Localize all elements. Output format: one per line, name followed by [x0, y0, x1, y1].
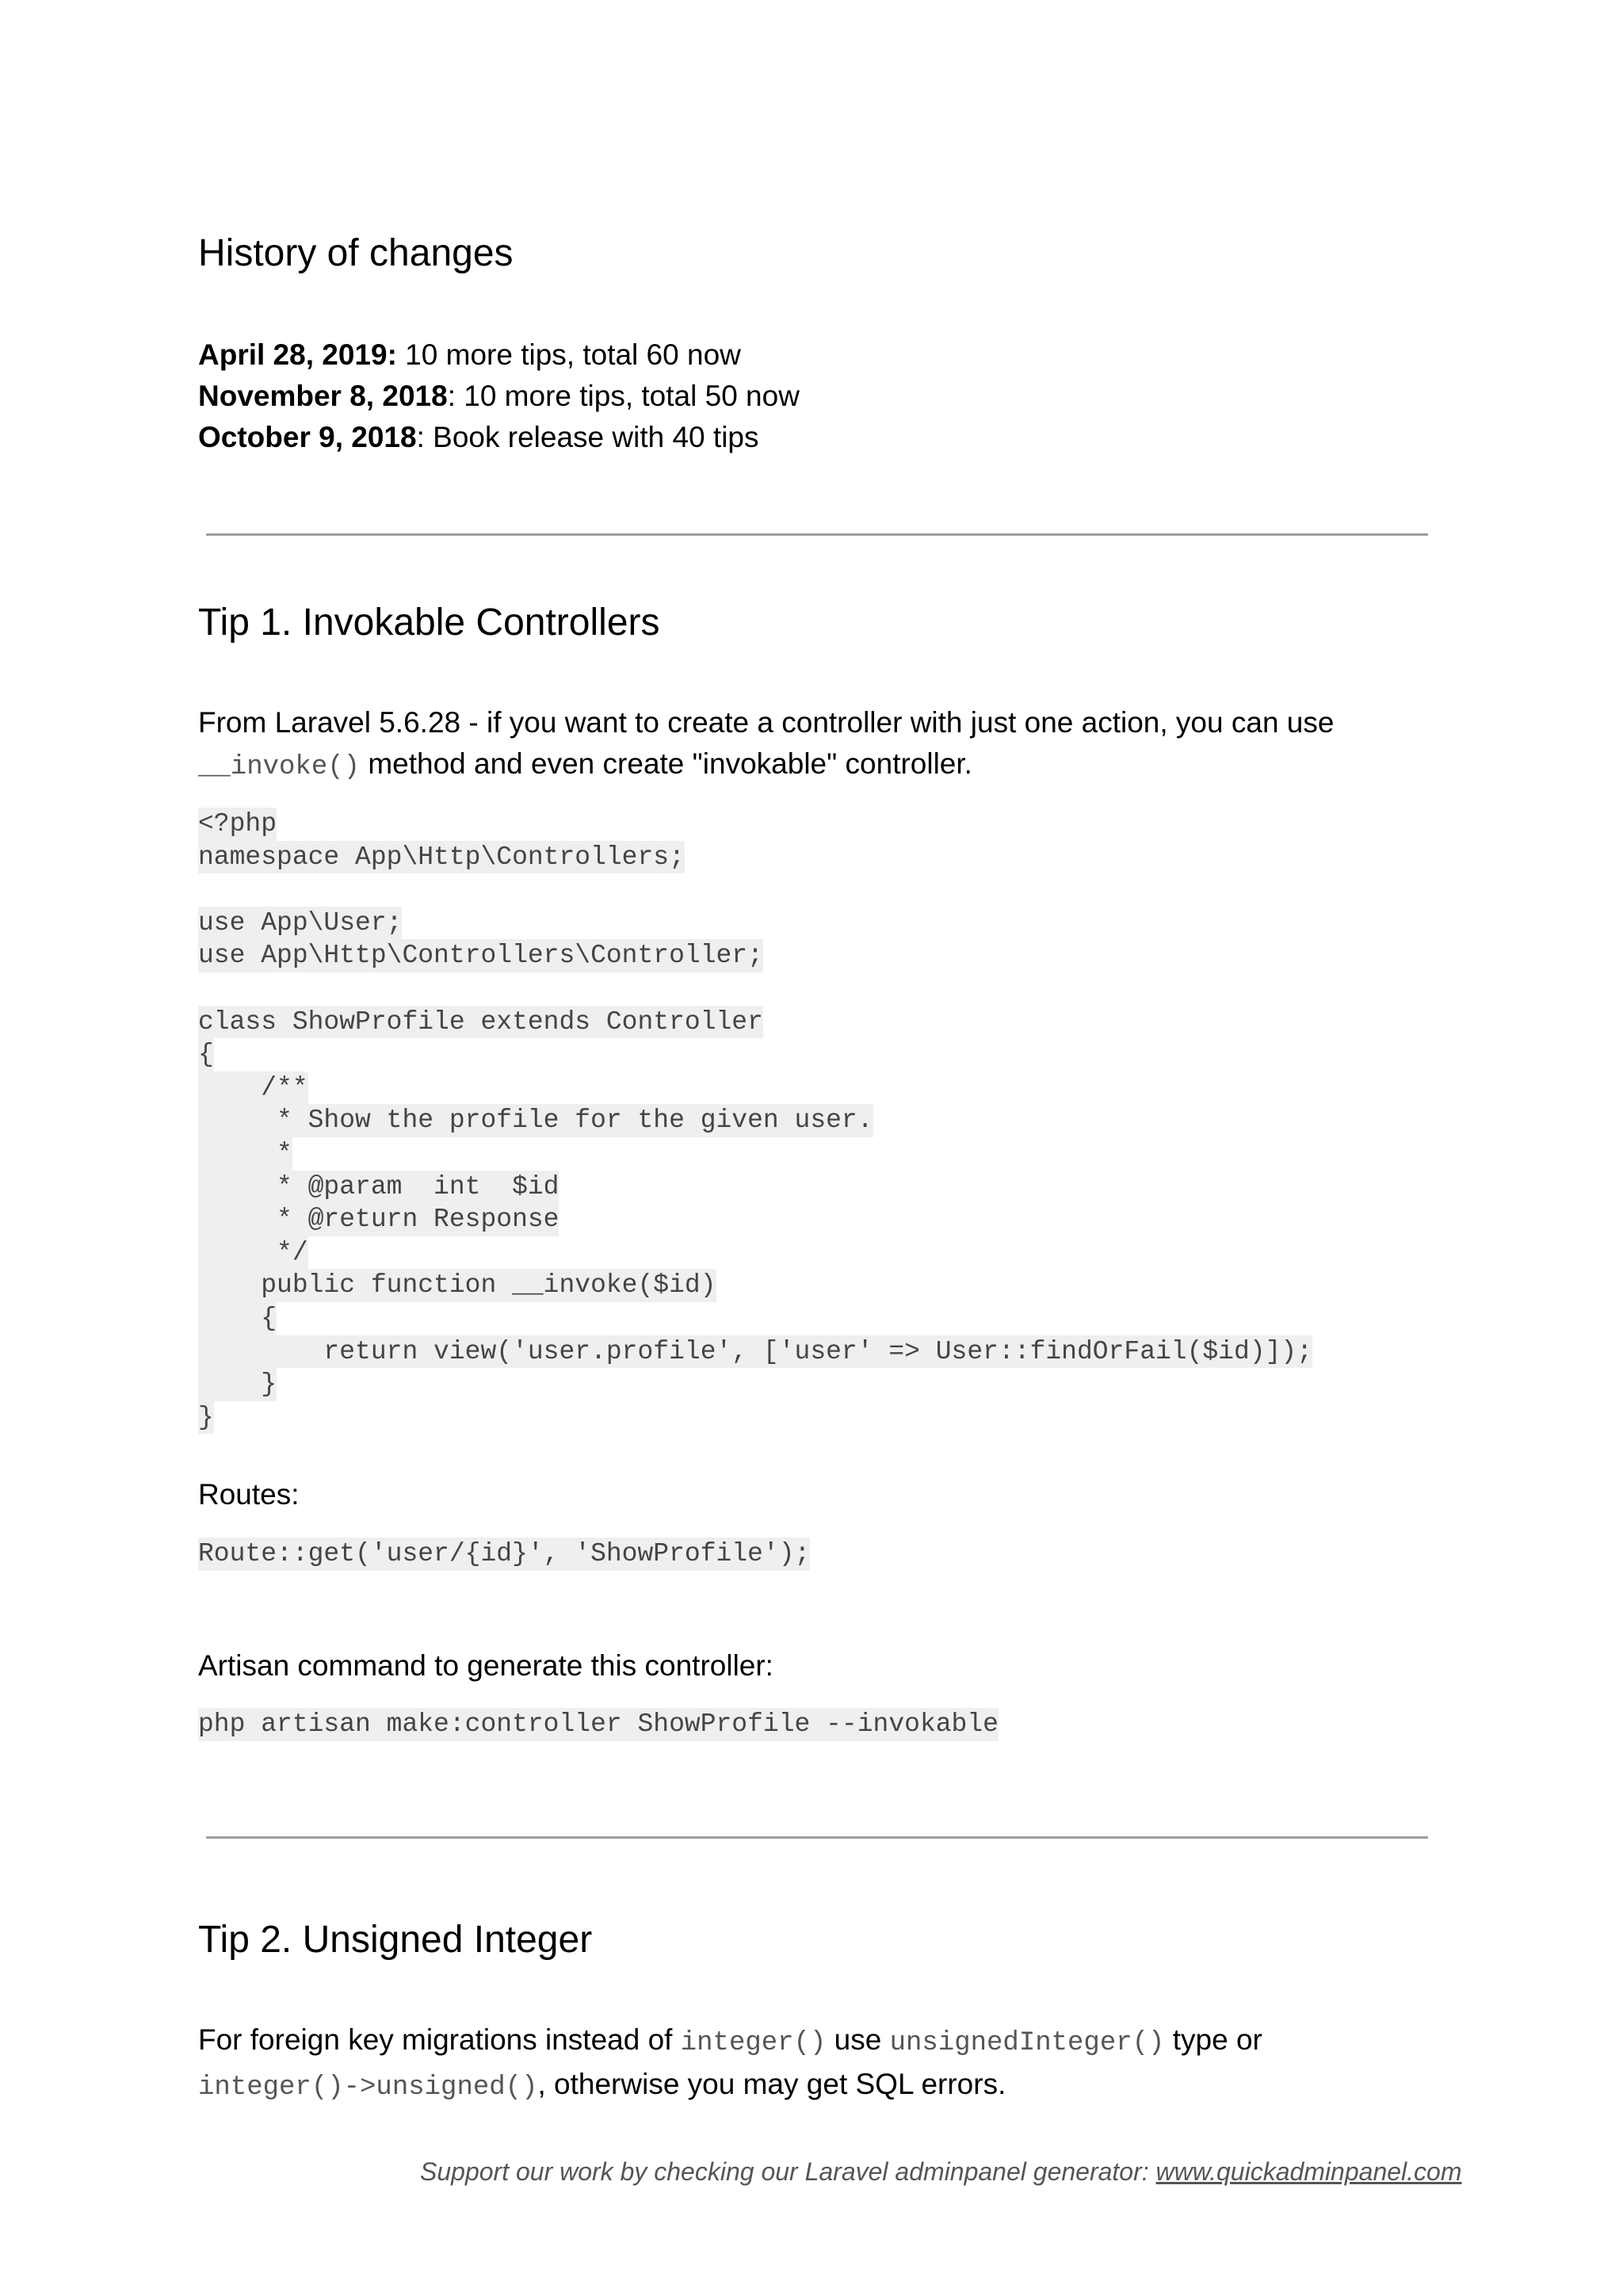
code-line — [198, 1335, 1312, 1369]
code-line — [198, 1072, 1312, 1105]
code-line — [198, 1203, 1312, 1236]
section-divider — [206, 533, 1428, 536]
code-line-text: } — [198, 1368, 277, 1401]
code-line-text: * — [198, 1137, 292, 1171]
code-line — [198, 907, 1312, 940]
code-line — [198, 1401, 1312, 1435]
code-line — [198, 841, 1312, 874]
footer-note — [420, 2157, 1461, 2187]
inline-code: unsignedInteger() — [889, 2028, 1165, 2058]
code-line-text: use App\User; — [198, 907, 402, 940]
code-line — [198, 939, 1312, 972]
code-line-text: <?php — [198, 808, 277, 841]
routes-label: Routes: — [198, 1478, 300, 1511]
history-entry — [198, 334, 741, 376]
code-line-text: namespace App\Http\Controllers; — [198, 841, 685, 874]
code-line-text: use App\Http\Controllers\Controller; — [198, 939, 763, 972]
tip1-code-block — [198, 808, 1312, 1434]
section-divider — [206, 1836, 1428, 1839]
code-line — [198, 1137, 1312, 1171]
code-line-text: { — [198, 1038, 214, 1072]
code-line: Route::get('user/{id}', 'ShowProfile'); — [198, 1538, 810, 1571]
routes-code-block — [198, 1538, 810, 1571]
tip1-intro — [198, 702, 1434, 788]
code-line — [198, 1302, 1312, 1335]
tip2-title: Tip 2. Unsigned Integer — [198, 1919, 593, 1961]
tip1-title: Tip 1. Invokable Controllers — [198, 602, 660, 644]
code-line-text: class ShowProfile extends Controller — [198, 1006, 763, 1039]
tip1-intro-line2 — [198, 743, 1434, 788]
inline-code: integer()->unsigned() — [198, 2073, 538, 2103]
tip2-line2 — [198, 2064, 1450, 2108]
tip2-text4: , otherwise you may get SQL errors. — [537, 2068, 1006, 2100]
code-line — [198, 1104, 1312, 1137]
code-line — [198, 1038, 1312, 1072]
code-line — [198, 873, 1312, 907]
tip2-line1 — [198, 2019, 1450, 2064]
code-line — [198, 1269, 1312, 1302]
code-line-text: { — [198, 1302, 277, 1335]
code-line — [198, 1006, 1312, 1039]
history-entry-date: April 28, 2019: — [198, 338, 397, 371]
code-line-text: * @return Response — [198, 1203, 559, 1236]
artisan-code-block — [198, 1708, 999, 1741]
footer-link[interactable]: www.quickadminpanel.com — [1155, 2157, 1462, 2186]
history-entry — [198, 417, 759, 458]
code-line-text: return view('user.profile', ['user' => User::findOrFail($id)]); — [198, 1335, 1312, 1369]
code-line-text: * Show the profile for the given user. — [198, 1104, 873, 1137]
code-line — [198, 1368, 1312, 1401]
code-line-text: */ — [198, 1236, 308, 1270]
history-title: History of changes — [198, 232, 514, 274]
code-line — [198, 808, 1312, 841]
tip1-intro-line2-text: method and even create "invokable" controller. — [360, 747, 972, 780]
history-entry-text: : 10 more tips, total 50 now — [447, 380, 800, 412]
tip2-text2: use — [826, 2023, 890, 2056]
tip1-intro-line1: From Laravel 5.6.28 - if you want to create a controller with just one action, you can use — [198, 706, 1335, 739]
tip2-text — [198, 2019, 1450, 2108]
code-line-text: * @param int $id — [198, 1171, 559, 1204]
code-line-text: } — [198, 1401, 214, 1435]
footer-text: Support our work by checking our Laravel adminpanel generator: — [420, 2157, 1156, 2186]
code-line — [198, 972, 1312, 1006]
code-line-text: /** — [198, 1072, 308, 1105]
code-line-text: public function __invoke($id) — [198, 1269, 716, 1302]
history-entry-date: October 9, 2018 — [198, 421, 417, 453]
tip2-text1: For foreign key migrations instead of — [198, 2023, 681, 2056]
code-line — [198, 1236, 1312, 1270]
history-entry-text: : Book release with 40 tips — [416, 421, 759, 453]
history-entry — [198, 376, 800, 417]
code-line — [198, 1171, 1312, 1204]
history-entry-text: 10 more tips, total 60 now — [396, 338, 741, 371]
code-line: php artisan make:controller ShowProfile --invokable — [198, 1708, 999, 1741]
inline-code: __invoke() — [198, 752, 361, 782]
tip2-text3: type or — [1164, 2023, 1262, 2056]
history-entry-date: November 8, 2018 — [198, 380, 448, 412]
inline-code: integer() — [680, 2028, 827, 2058]
artisan-label: Artisan command to generate this controller: — [198, 1649, 773, 1682]
